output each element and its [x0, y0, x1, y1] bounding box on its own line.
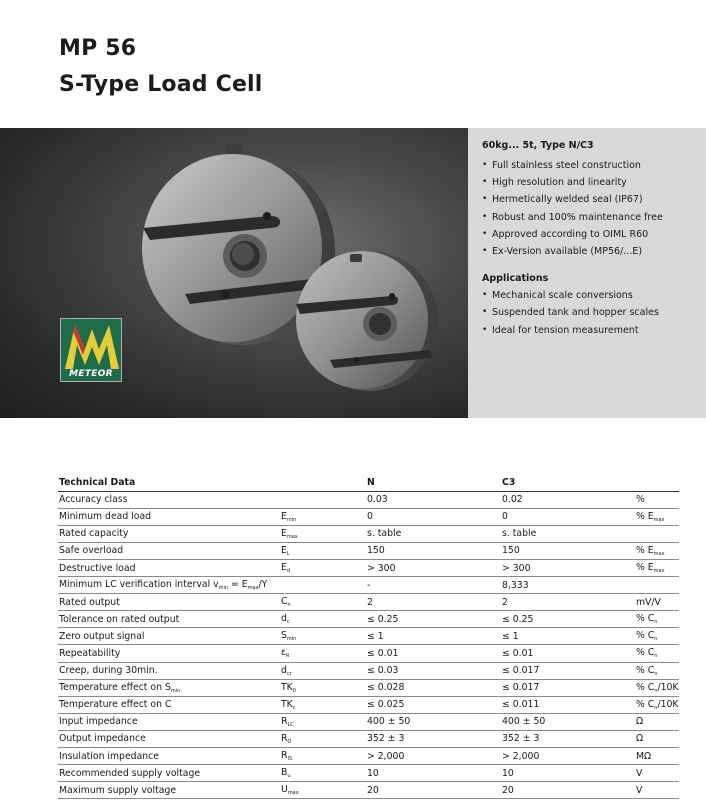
- logo-text: METEOR: [69, 369, 113, 379]
- row-symbol: [280, 628, 366, 645]
- row-symbol: [280, 748, 366, 765]
- symbol-text: S: [281, 630, 287, 642]
- row-label: [58, 679, 280, 696]
- row-unit: [635, 508, 679, 525]
- row-value-n: 10: [366, 765, 501, 782]
- symbol-text: R: [281, 732, 288, 744]
- table-header-row: [58, 474, 679, 491]
- applications-heading: Applications: [482, 273, 549, 285]
- row-label-text: Destructive load: [59, 562, 136, 574]
- row-value-c3: ≤ 0.25: [501, 611, 635, 628]
- row-value-n: 400 ± 50: [366, 713, 501, 730]
- row-symbol: [280, 559, 366, 576]
- table-row: [58, 713, 679, 730]
- row-value-n: 0: [366, 508, 501, 525]
- row-value-c3: 0.02: [501, 491, 635, 508]
- row-symbol: [280, 611, 366, 628]
- row-value-n: ≤ 0.025: [366, 696, 501, 713]
- row-value-n: ≤ 0.25: [366, 611, 501, 628]
- row-label: [58, 508, 280, 525]
- row-value-n: ≤ 0.01: [366, 645, 501, 662]
- feature-item: • Robust and 100% maintenance free: [482, 212, 706, 229]
- row-label-text: Temperature effect on S: [59, 681, 171, 693]
- row-value-c3: ≤ 0.011: [501, 696, 635, 713]
- symbol-subscript: O: [287, 738, 292, 745]
- row-symbol: [280, 662, 366, 679]
- row-unit: [635, 525, 679, 542]
- application-item: • Ideal for tension measurement: [482, 325, 706, 342]
- table-row: [58, 628, 679, 645]
- symbol-subscript: IS: [287, 756, 293, 763]
- unit-text: % C: [636, 698, 655, 710]
- row-label: [58, 713, 280, 730]
- symbol-subscript: c: [292, 704, 296, 711]
- feature-item: • Hermetically welded seal (IP67): [482, 194, 706, 211]
- row-value-n: ≤ 1: [366, 628, 501, 645]
- unit-subscript: n: [654, 704, 658, 711]
- row-symbol: [280, 696, 366, 713]
- symbol-text: d: [281, 664, 287, 676]
- table-row: [58, 611, 679, 628]
- row-label: [58, 765, 280, 782]
- table-row: [58, 525, 679, 542]
- row-value-n: 0.03: [366, 491, 501, 508]
- small-load-cell: [296, 251, 438, 391]
- unit-text: % E: [636, 510, 654, 522]
- row-unit: [635, 491, 679, 508]
- symbol-subscript: max: [286, 533, 298, 540]
- unit-text: /10K: [657, 681, 679, 693]
- symbol-subscript: min: [286, 516, 297, 523]
- row-label-text: /Y: [258, 579, 268, 591]
- row-unit: [635, 662, 679, 679]
- row-label-text: Creep, during 30min.: [59, 665, 158, 677]
- row-unit: [635, 696, 679, 713]
- unit-subscript: max: [653, 550, 665, 557]
- row-label-text: Insulation impedance: [59, 750, 159, 762]
- row-value-n: > 300: [366, 559, 501, 576]
- row-unit: [635, 765, 679, 782]
- header-c3: C3: [501, 474, 635, 491]
- product-subtitle: S-Type Load Cell: [59, 72, 263, 97]
- unit-text: % E: [636, 562, 654, 574]
- row-label: [58, 542, 280, 559]
- row-label-text: Tolerance on rated output: [59, 613, 180, 625]
- row-label: [58, 696, 280, 713]
- symbol-text: R: [281, 750, 288, 762]
- feature-item: • Full stainless steel construction: [482, 160, 706, 177]
- row-value-c3: ≤ 0.01: [501, 645, 635, 662]
- unit-text: MΩ: [636, 750, 652, 762]
- row-value-c3: 0: [501, 508, 635, 525]
- symbol-subscript: min: [286, 636, 297, 643]
- feature-item: • Approved according to OIML R60: [482, 229, 706, 246]
- unit-text: Ω: [636, 733, 644, 745]
- symbol-subscript: u: [287, 773, 291, 780]
- technical-data-table: [58, 474, 679, 799]
- product-model-title: MP 56: [59, 36, 137, 61]
- row-unit: [635, 628, 679, 645]
- row-label-text: Input impedance: [59, 716, 138, 728]
- row-unit: [635, 611, 679, 628]
- row-symbol: [280, 508, 366, 525]
- row-label-text: Rated capacity: [59, 528, 129, 540]
- row-label: [58, 628, 280, 645]
- row-symbol: [280, 594, 366, 611]
- row-label: [58, 748, 280, 765]
- feature-item: • High resolution and linearity: [482, 177, 706, 194]
- row-value-c3: ≤ 0.017: [501, 662, 635, 679]
- row-value-n: ≤ 0.03: [366, 662, 501, 679]
- row-value-c3: ≤ 0.017: [501, 679, 635, 696]
- row-value-c3: 20: [501, 782, 635, 799]
- row-symbol: [280, 645, 366, 662]
- row-label: [58, 730, 280, 747]
- row-label-text: Minimum LC verification interval v: [59, 579, 219, 591]
- row-symbol: [280, 577, 366, 594]
- row-unit: [635, 679, 679, 696]
- row-label-text: = E: [228, 579, 248, 591]
- row-label: [58, 577, 280, 594]
- info-panel: [468, 128, 706, 418]
- row-unit: [635, 577, 679, 594]
- symbol-text: B: [281, 767, 288, 779]
- row-value-c3: 150: [501, 542, 635, 559]
- unit-text: % E: [636, 544, 654, 556]
- table-row: [58, 748, 679, 765]
- unit-subscript: n: [654, 636, 658, 643]
- unit-text: % C: [636, 613, 655, 625]
- row-value-n: 2: [366, 594, 501, 611]
- row-label-text: Maximum supply voltage: [59, 784, 177, 796]
- row-symbol: [280, 782, 366, 799]
- unit-text: % C: [636, 664, 655, 676]
- row-label-text: Minimum dead load: [59, 511, 152, 523]
- row-value-n: > 2,000: [366, 748, 501, 765]
- unit-text: %: [636, 494, 645, 506]
- symbol-subscript: LC: [287, 721, 294, 728]
- table-row: [58, 594, 679, 611]
- row-symbol: [280, 491, 366, 508]
- symbol-text: E: [281, 510, 287, 522]
- unit-text: V: [636, 784, 643, 796]
- unit-subscript: n: [654, 653, 658, 660]
- symbol-subscript: 0: [292, 687, 296, 694]
- symbol-text: R: [281, 715, 288, 727]
- row-unit: [635, 782, 679, 799]
- title-block: [59, 36, 263, 97]
- row-value-n: ≤ 0.028: [366, 679, 501, 696]
- unit-subscript: n: [654, 619, 658, 626]
- unit-text: % C: [636, 647, 655, 659]
- row-label: [58, 491, 280, 508]
- header-symbol: [280, 474, 366, 491]
- row-label-subscript: min: [218, 585, 229, 592]
- row-value-c3: 400 ± 50: [501, 713, 635, 730]
- table-row: [58, 696, 679, 713]
- row-symbol: [280, 525, 366, 542]
- row-label: [58, 782, 280, 799]
- row-value-n: 20: [366, 782, 501, 799]
- row-label: [58, 662, 280, 679]
- symbol-subscript: n: [287, 602, 291, 609]
- table-row: [58, 782, 679, 799]
- row-value-c3: ≤ 1: [501, 628, 635, 645]
- symbol-text: E: [281, 562, 287, 574]
- unit-text: % C: [636, 681, 655, 693]
- symbol-subscript: L: [286, 550, 290, 557]
- unit-subscript: n: [654, 687, 658, 694]
- table-row: [58, 765, 679, 782]
- row-value-c3: 10: [501, 765, 635, 782]
- unit-text: mV/V: [636, 596, 661, 608]
- row-label-text: Accuracy class: [59, 494, 128, 506]
- table-row: [58, 542, 679, 559]
- symbol-text: E: [281, 527, 287, 539]
- unit-subscript: n: [654, 670, 658, 677]
- row-value-n: 352 ± 3: [366, 730, 501, 747]
- application-item: • Mechanical scale conversions: [482, 290, 706, 307]
- table-row: [58, 508, 679, 525]
- table-row: [58, 662, 679, 679]
- unit-text: /10K: [657, 698, 679, 710]
- header-n: N: [366, 474, 501, 491]
- table-row: [58, 577, 679, 594]
- row-value-c3: 2: [501, 594, 635, 611]
- row-value-c3: 8,333: [501, 577, 635, 594]
- row-label: [58, 594, 280, 611]
- symbol-subscript: R: [286, 653, 290, 660]
- unit-text: % C: [636, 630, 655, 642]
- row-label: [58, 525, 280, 542]
- symbol-subscript: d: [286, 568, 291, 575]
- meteor-logo-mark: [61, 319, 122, 371]
- row-symbol: [280, 679, 366, 696]
- row-label: [58, 645, 280, 662]
- row-symbol: [280, 765, 366, 782]
- row-unit: [635, 713, 679, 730]
- row-value-n: s. table: [366, 525, 501, 542]
- row-label: [58, 611, 280, 628]
- symbol-subscript: cr: [286, 670, 292, 677]
- unit-subscript: max: [653, 516, 665, 523]
- table-row: [58, 559, 679, 576]
- unit-text: Ω: [636, 716, 644, 728]
- row-label-text: Repeatability: [59, 647, 121, 659]
- symbol-subscript: c: [286, 619, 290, 626]
- symbol-text: TK: [281, 681, 293, 693]
- row-label-text: Rated output: [59, 596, 120, 608]
- row-value-c3: s. table: [501, 525, 635, 542]
- feature-list: [482, 160, 706, 263]
- row-label-subscript: min: [170, 687, 181, 694]
- row-label-text: Recommended supply voltage: [59, 767, 201, 779]
- row-label-text: Zero output signal: [59, 630, 145, 642]
- symbol-subscript: max: [287, 790, 299, 797]
- row-label: [58, 559, 280, 576]
- row-unit: [635, 594, 679, 611]
- row-value-c3: 352 ± 3: [501, 730, 635, 747]
- unit-text: V: [636, 767, 643, 779]
- symbol-text: d: [281, 613, 287, 625]
- row-unit: [635, 542, 679, 559]
- table-body: [58, 491, 679, 799]
- table-row: [58, 491, 679, 508]
- row-symbol: [280, 542, 366, 559]
- row-label-text: Temperature effect on C: [59, 699, 172, 711]
- unit-subscript: max: [653, 568, 665, 575]
- row-value-n: 150: [366, 542, 501, 559]
- symbol-text: U: [281, 784, 288, 796]
- applications-list: [482, 290, 706, 342]
- table-row: [58, 730, 679, 747]
- meteor-logo: [60, 318, 122, 382]
- table-row: [58, 645, 679, 662]
- row-symbol: [280, 730, 366, 747]
- row-unit: [635, 730, 679, 747]
- symbol-text: TK: [281, 698, 293, 710]
- row-value-n: -: [366, 577, 501, 594]
- row-value-c3: > 2,000: [501, 748, 635, 765]
- symbol-text: ε: [281, 647, 287, 659]
- row-symbol: [280, 713, 366, 730]
- row-label-subscript: max: [247, 585, 259, 592]
- feature-item: • Ex-Version available (MP56/...E): [482, 246, 706, 263]
- row-value-c3: > 300: [501, 559, 635, 576]
- row-unit: [635, 559, 679, 576]
- row-label-text: Output impedance: [59, 733, 146, 745]
- symbol-text: C: [281, 596, 288, 608]
- row-label-text: Safe overload: [59, 545, 124, 557]
- range-heading: 60kg... 5t, Type N/C3: [482, 140, 594, 151]
- table-row: [58, 679, 679, 696]
- symbol-text: E: [281, 544, 287, 556]
- row-unit: [635, 748, 679, 765]
- application-item: • Suspended tank and hopper scales: [482, 307, 706, 324]
- row-unit: [635, 645, 679, 662]
- header-technical-data: Technical Data: [58, 474, 280, 491]
- header-unit: [635, 474, 679, 491]
